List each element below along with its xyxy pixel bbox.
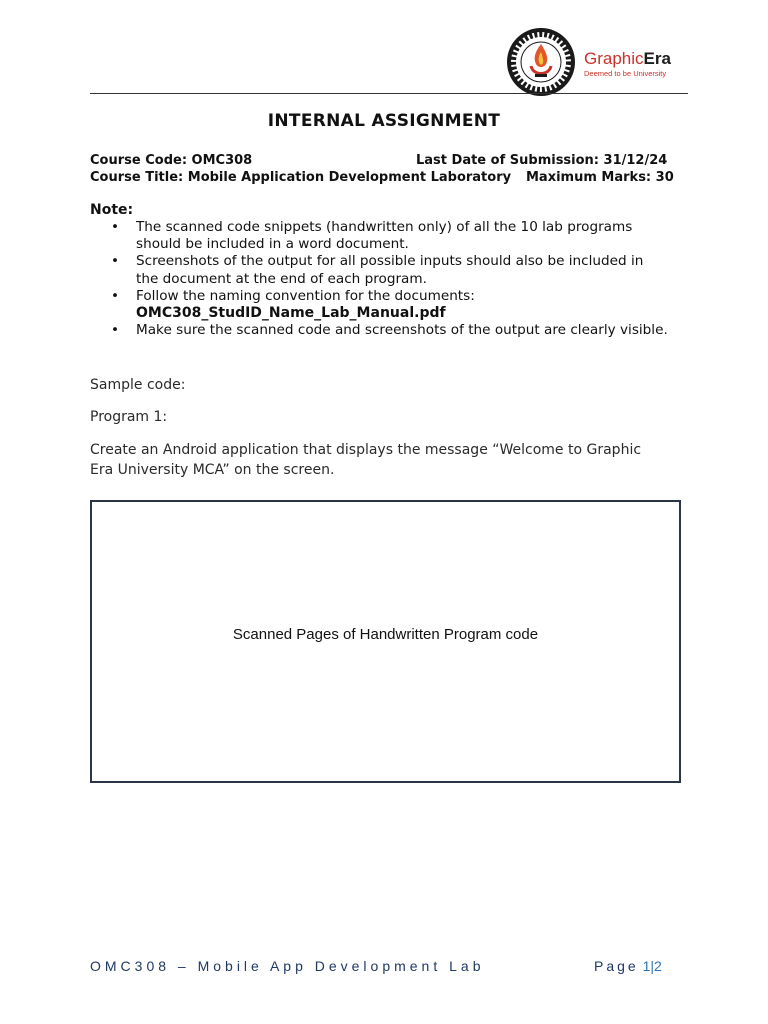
page-label: Page (594, 958, 639, 974)
brand-logo-text (584, 50, 671, 78)
list-item (90, 219, 690, 253)
sample-code-label: Sample code: (90, 377, 186, 393)
note-text: Screenshots of the output for all possible inputs should also be included in (136, 253, 644, 270)
placeholder-text: Scanned Pages of Handwritten Program code (232, 626, 539, 643)
bullet-icon: • (111, 219, 120, 235)
note-text: Follow the naming convention for the documents: (136, 287, 475, 304)
university-seal-icon (505, 26, 577, 98)
page-title: INTERNAL ASSIGNMENT (267, 111, 501, 131)
program-label: Program 1: (90, 409, 168, 425)
list-item (90, 288, 690, 322)
program-description-line-2: Era University MCA” on the screen. (90, 462, 335, 478)
bullet-icon: • (111, 287, 120, 304)
last-date-of-submission: Last Date of Submission: 31/12/24 (416, 153, 668, 168)
course-code: Course Code: OMC308 (90, 153, 253, 168)
naming-convention-filename: OMC308_StudID_Name_Lab_Manual.pdf (136, 305, 446, 322)
page-number: 1|2 (642, 958, 662, 974)
brand-tagline: Deemed to be University (584, 69, 667, 78)
note-text: should be included in a word document. (136, 236, 409, 253)
scanned-code-placeholder-box (90, 500, 681, 783)
note-text: The scanned code snippets (handwritten only) of all the 10 lab programs (136, 219, 633, 235)
maximum-marks: Maximum Marks: 30 (526, 170, 674, 185)
program-description-line-1: Create an Android application that displays the message “Welcome to Graphic (90, 442, 642, 458)
note-list (90, 219, 690, 339)
note-text: the document at the end of each program. (136, 270, 427, 287)
note-heading: Note: (90, 202, 134, 218)
course-title: Course Title: Mobile Application Development Laboratory (90, 170, 512, 185)
list-item (90, 322, 690, 339)
bullet-icon: • (111, 253, 120, 270)
list-item (90, 253, 690, 287)
footer-page-indicator (594, 958, 662, 974)
brand-name-era: Era (643, 49, 671, 68)
bullet-icon: • (111, 322, 120, 339)
footer-course-name: OMC308 – Mobile App Development Lab (90, 958, 485, 974)
header-divider (90, 93, 688, 94)
brand-name-graphic: Graphic (584, 49, 644, 68)
brand-name (584, 50, 671, 67)
note-text: Make sure the scanned code and screenshots of the output are clearly visible. (136, 322, 668, 339)
